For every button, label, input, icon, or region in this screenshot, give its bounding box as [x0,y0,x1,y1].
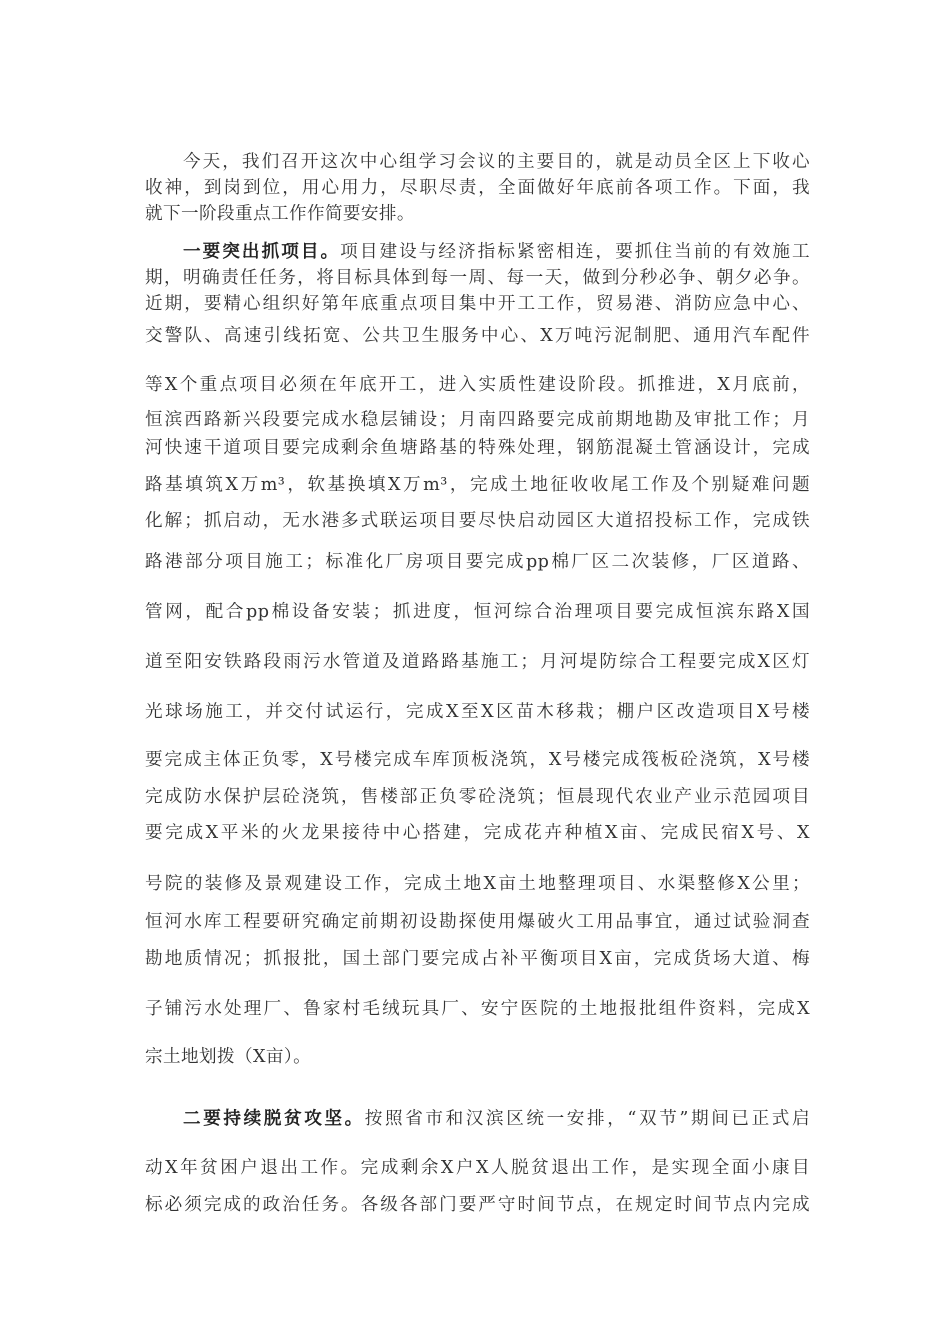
paragraph-3-line: 标必须完成的政治任务。各级各部门要严守时间节点，在规定时间节点内完成 [145,1195,810,1215]
paragraph-2-line: 路港部分项目施工；标准化厂房项目要完成pp棉厂区二次装修，厂区道路、 [145,552,810,572]
paragraph-2-line: 要完成主体正负零，X号楼完成车库顶板浇筑，X号楼完成筏板砼浇筑，X号楼 [145,750,810,770]
paragraph-2-line: 路基填筑X万m³，软基换填X万m³，完成土地征收收尾工作及个别疑难问题 [145,475,810,495]
paragraph-2-line: 等X个重点项目必须在年底开工，进入实质性建设阶段。抓推进，X月底前， [145,375,810,395]
paragraph-2-line: 号院的装修及景观建设工作，完成土地X亩土地整理项目、水渠整修X公里； [145,874,810,894]
paragraph-2-line: 河快速干道项目要完成剩余鱼塘路基的特殊处理，钢筋混凝土管涵设计，完成 [145,438,810,458]
paragraph-3-first-line-text: 按照省市和汉滨区统一安排，“双节”期间已正式启 [364,1109,810,1129]
paragraph-2-line: 宗土地划拨（X亩）。 [145,1047,312,1067]
paragraph-2-heading: 一要突出抓项目。 [183,241,341,262]
paragraph-3-line-1 [183,1108,810,1132]
paragraph-3-heading: 二要持续脱贫攻坚。 [183,1108,365,1129]
paragraph-1-line-1: 今天，我们召开这次中心组学习会议的主要目的，就是动员全区上下收心 [183,152,810,172]
paragraph-3-line: 动X年贫困户退出工作。完成剩余X户X人脱贫退出工作，是实现全面小康目 [145,1158,810,1178]
paragraph-2-line: 要完成X平米的火龙果接待中心搭建，完成花卉种植X亩、完成民宿X号、X [145,823,810,843]
paragraph-2-line: 交警队、高速引线拓宽、公共卫生服务中心、X万吨污泥制肥、通用汽车配件 [145,326,810,346]
paragraph-2-line: 勘地质情况；抓报批，国土部门要完成占补平衡项目X亩，完成货场大道、梅 [145,949,810,969]
paragraph-1-line-2: 收神，到岗到位，用心用力，尽职尽责，全面做好年底前各项工作。下面，我 [145,178,810,198]
paragraph-2-line: 恒河水库工程要研究确定前期初设勘探使用爆破火工用品事宜，通过试验洞查 [145,912,810,932]
paragraph-2-line: 化解；抓启动，无水港多式联运项目要尽快启动园区大道招投标工作，完成铁 [145,511,810,531]
paragraph-2-line: 期，明确责任任务，将目标具体到每一周、每一天，做到分秒必争、朝夕必争。 [145,268,810,288]
paragraph-2-line: 光球场施工，并交付试运行，完成X至X区苗木移栽；棚户区改造项目X号楼 [145,702,810,722]
paragraph-1-line-3: 就下一阶段重点工作作简要安排。 [145,204,415,224]
paragraph-2-line-1 [183,241,810,265]
paragraph-2-line: 子铺污水处理厂、鲁家村毛绒玩具厂、安宁医院的土地报批组件资料，完成X [145,999,810,1019]
paragraph-2-line: 近期，要精心组织好第年底重点项目集中开工工作，贸易港、消防应急中心、 [145,294,810,314]
paragraph-2-line: 完成防水保护层砼浇筑，售楼部正负零砼浇筑；恒晨现代农业产业示范园项目 [145,787,810,807]
paragraph-2-line: 道至阳安铁路段雨污水管道及道路路基施工；月河堤防综合工程要完成X区灯 [145,652,810,672]
paragraph-2-first-line-text: 项目建设与经济指标紧密相连，要抓住当前的有效施工 [340,242,811,262]
paragraph-2-line: 管网，配合pp棉设备安装；抓进度，恒河综合治理项目要完成恒滨东路X国 [145,602,810,622]
paragraph-2-line: 恒滨西路新兴段要完成水稳层铺设；月南四路要完成前期地勘及审批工作；月 [145,410,810,430]
